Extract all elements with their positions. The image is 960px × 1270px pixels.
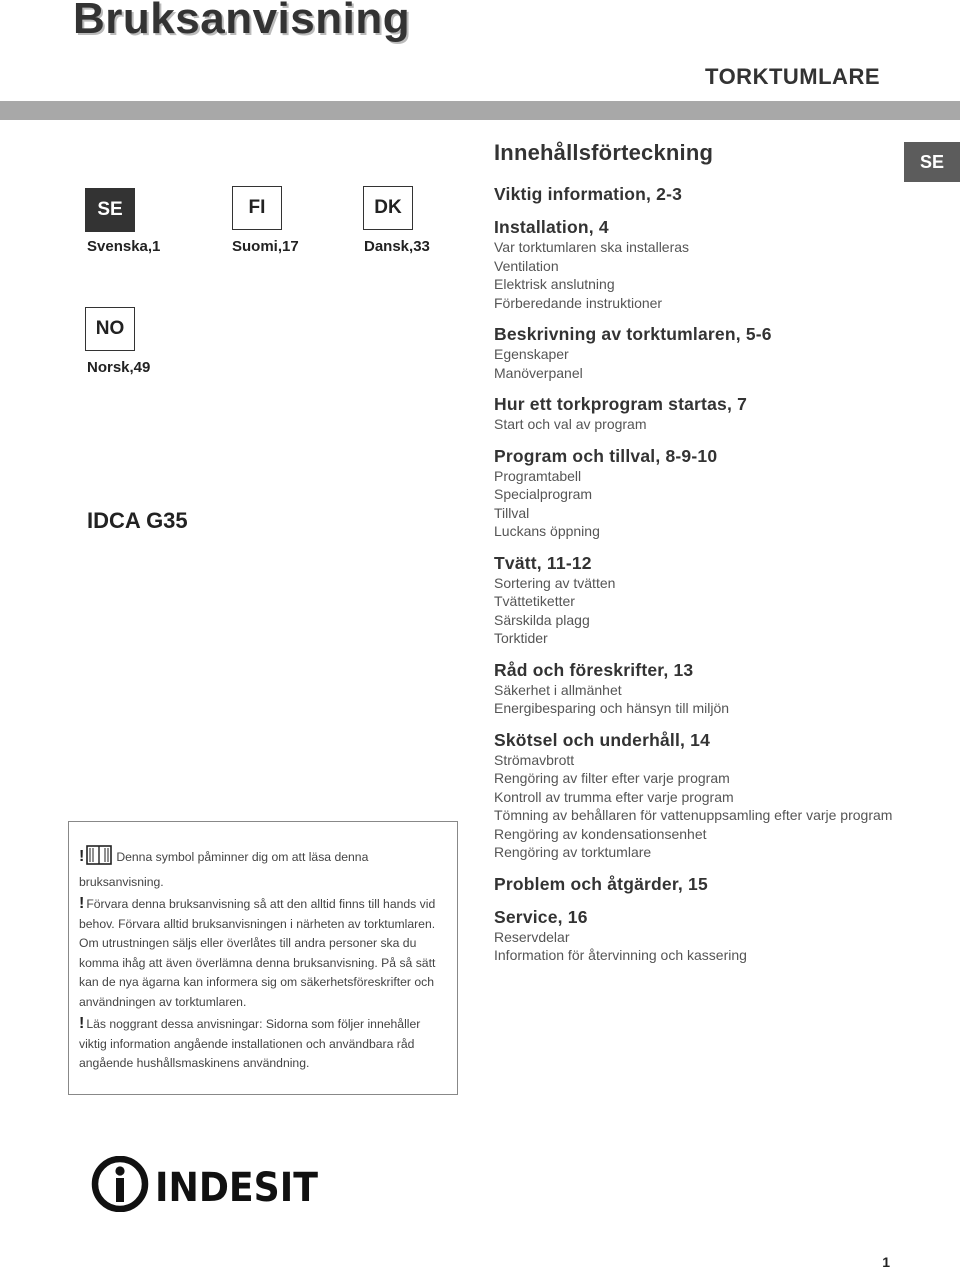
toc-item: Var torktumlaren ska installeras	[494, 239, 690, 255]
toc-item: Strömavbrott	[494, 751, 575, 768]
table-of-contents	[494, 140, 904, 976]
svg-text:INDESIT: INDESIT	[155, 1165, 319, 1211]
toc-item: Tillval	[494, 504, 530, 521]
document-subtitle: TORKTUMLARE	[705, 64, 880, 89]
toc-item: Elektrisk anslutning	[494, 276, 615, 292]
exclamation-mark: !	[79, 1015, 85, 1032]
toc-item: Rengöring av filter efter varje program	[494, 770, 730, 786]
toc-section	[494, 729, 904, 862]
toc-heading: Service, 16	[494, 906, 588, 927]
toc-item: Torktider	[494, 630, 548, 646]
page-number: 1	[882, 1254, 890, 1270]
toc-item: Tvättetiketter	[494, 593, 575, 609]
toc-item: Rengöring av torktumlare	[494, 844, 652, 860]
language-label-fi: Suomi,17	[232, 238, 299, 255]
language-box-fi: FI	[232, 186, 282, 230]
toc-heading: Hur ett torkprogram startas, 7	[494, 394, 748, 414]
toc-section	[494, 183, 904, 205]
notice-box	[68, 821, 458, 1095]
toc-heading: Problem och åtgärder, 15	[494, 873, 708, 894]
manual-book-icon	[86, 844, 112, 873]
toc-heading: Råd och föreskrifter, 13	[494, 659, 694, 680]
language-box-no: NO	[85, 307, 135, 351]
toc-heading: Skötsel och underhåll, 14	[494, 729, 711, 750]
toc-title: Innehållsförteckning	[494, 140, 714, 165]
toc-heading: Beskrivning av torktumlaren, 5-6	[494, 324, 772, 344]
language-box-dk: DK	[363, 186, 413, 230]
toc-item: Sortering av tvätten	[494, 574, 616, 591]
toc-section	[494, 873, 904, 895]
toc-item: Programtabell	[494, 467, 582, 484]
header-divider-band	[0, 101, 960, 120]
toc-section	[494, 393, 904, 434]
toc-section	[494, 323, 904, 382]
exclamation-mark: !	[79, 848, 85, 865]
toc-item: Tömning av behållaren för vattenuppsamling efter varje program	[494, 807, 893, 823]
notice-text-3: Läs noggrant dessa anvisningar: Sidorna som följer innehåller viktig information angående installationen och användbara råd angående hushållsmaskinens användning.	[79, 1017, 421, 1070]
toc-item: Manöverpanel	[494, 364, 583, 381]
toc-heading: Tvätt, 11-12	[494, 552, 592, 573]
toc-heading: Viktig information, 2-3	[494, 184, 683, 204]
toc-item: Kontroll av trumma efter varje program	[494, 788, 734, 805]
toc-item: Förberedande instruktioner	[494, 294, 663, 311]
language-label-dk: Dansk,33	[364, 238, 430, 255]
toc-item: Säkerhet i allmänhet	[494, 681, 622, 698]
toc-heading: Program och tillval, 8-9-10	[494, 445, 718, 466]
indesit-logo	[91, 1156, 321, 1212]
toc-section	[494, 906, 904, 965]
notice-text-2: Förvara denna bruksanvisning så att den alltid finns till hands vid behov. Förvara alltid bruksanvisningen i närheten av torktumlaren. Om utrustningen säljs eller överlåtes till andra personer ska du komma ihåg att även överlämna denna bruksanvisning. På så sätt kan de nya ägarna kan informera sig om säkerhetsföreskrifter och användningen av torktumlaren.	[79, 897, 436, 1009]
toc-item: Start och val av program	[494, 416, 647, 432]
toc-section	[494, 445, 904, 541]
exclamation-mark: !	[79, 895, 85, 912]
notice-text-1: Denna symbol påminner dig om att läsa denna bruksanvisning.	[79, 850, 369, 889]
toc-section	[494, 552, 904, 648]
toc-section	[494, 216, 904, 312]
language-box-se: SE	[85, 188, 135, 232]
toc-item: Särskilda plagg	[494, 611, 590, 628]
notice-paragraph-3	[79, 1014, 447, 1074]
toc-item: Egenskaper	[494, 346, 569, 362]
toc-item: Rengöring av kondensationsenhet	[494, 825, 707, 842]
toc-item: Luckans öppning	[494, 523, 600, 539]
toc-item: Energibesparing och hänsyn till miljön	[494, 700, 730, 716]
document-title: Bruksanvisning	[73, 0, 411, 43]
model-name: IDCA G35	[87, 508, 188, 533]
language-tab-se: SE	[904, 142, 960, 182]
language-label-no: Norsk,49	[87, 359, 151, 376]
toc-item: Information för återvinning och kassering	[494, 947, 747, 963]
language-label-se: Svenska,1	[87, 238, 161, 255]
toc-item: Reservdelar	[494, 928, 570, 945]
toc-item: Specialprogram	[494, 486, 593, 502]
toc-item: Ventilation	[494, 257, 559, 274]
notice-paragraph-2	[79, 894, 447, 1012]
notice-paragraph-1	[79, 844, 447, 892]
toc-heading: Installation, 4	[494, 217, 609, 237]
toc-section	[494, 659, 904, 718]
